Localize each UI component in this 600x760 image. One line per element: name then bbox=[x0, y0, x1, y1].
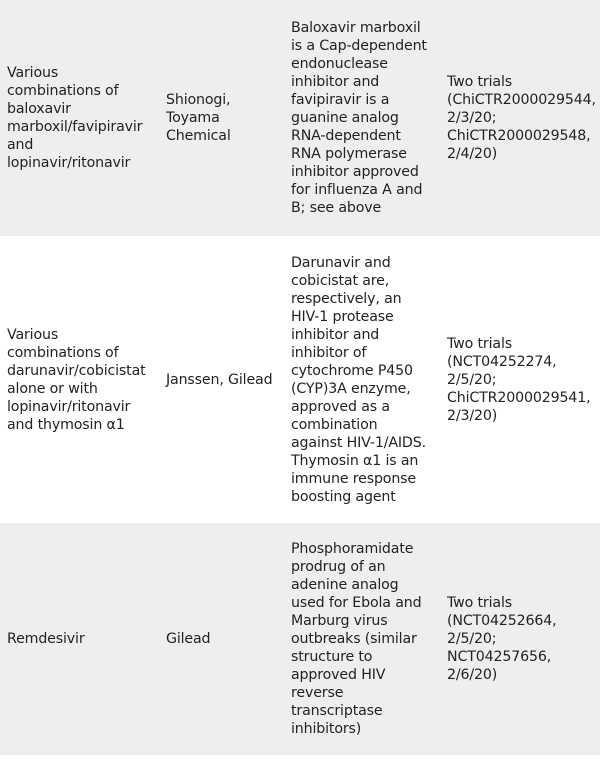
table-row bbox=[0, 236, 600, 523]
description-cell: Baloxavir marboxil is a Cap-dependent endonuclease inhibitor and favipiravir is a guanine analog RNA-dependent RNA polymerase inhibitor approved for influenza A and B; see above bbox=[291, 20, 427, 216]
table-row bbox=[0, 0, 600, 236]
sponsor-cell: Shionogi, Toyama Chemical bbox=[166, 92, 231, 144]
trials-cell: Two trials (NCT04252274, 2/5/20; ChiCTR2000029541, 2/3/20) bbox=[447, 335, 591, 424]
description-cell: Darunavir and cobicistat are, respectively, an HIV-1 protease inhibitor and inhibitor of cytochrome P450 (CYP)3A enzyme, approved as a combination against HIV-1/AIDS. Thymosin α1 is an immune response boosting agent bbox=[291, 254, 426, 505]
trials-cell: Two trials (ChiCTR2000029544, 2/3/20; ChiCTR2000029548, 2/4/20) bbox=[447, 74, 596, 162]
trials-cell: Two trials (NCT04252664, 2/5/20; NCT04257656, 2/6/20) bbox=[447, 595, 557, 683]
drug-cell: Various combinations of baloxavir marboxil/favipiravir and lopinavir/ritonavir bbox=[7, 65, 143, 171]
description-cell: Phosphoramidate prodrug of an adenine analog used for Ebola and Marburg virus outbreaks (similar structure to approved HIV reverse transcriptase inhibitors) bbox=[291, 541, 422, 737]
sponsor-cell: Janssen, Gilead bbox=[166, 371, 273, 388]
table-row bbox=[0, 523, 600, 755]
drug-cell: Remdesivir bbox=[7, 631, 85, 647]
sponsor-cell: Gilead bbox=[166, 631, 211, 647]
drug-cell: Various combinations of darunavir/cobicistat alone or with lopinavir/ritonavir and thymosin α1 bbox=[7, 326, 146, 433]
